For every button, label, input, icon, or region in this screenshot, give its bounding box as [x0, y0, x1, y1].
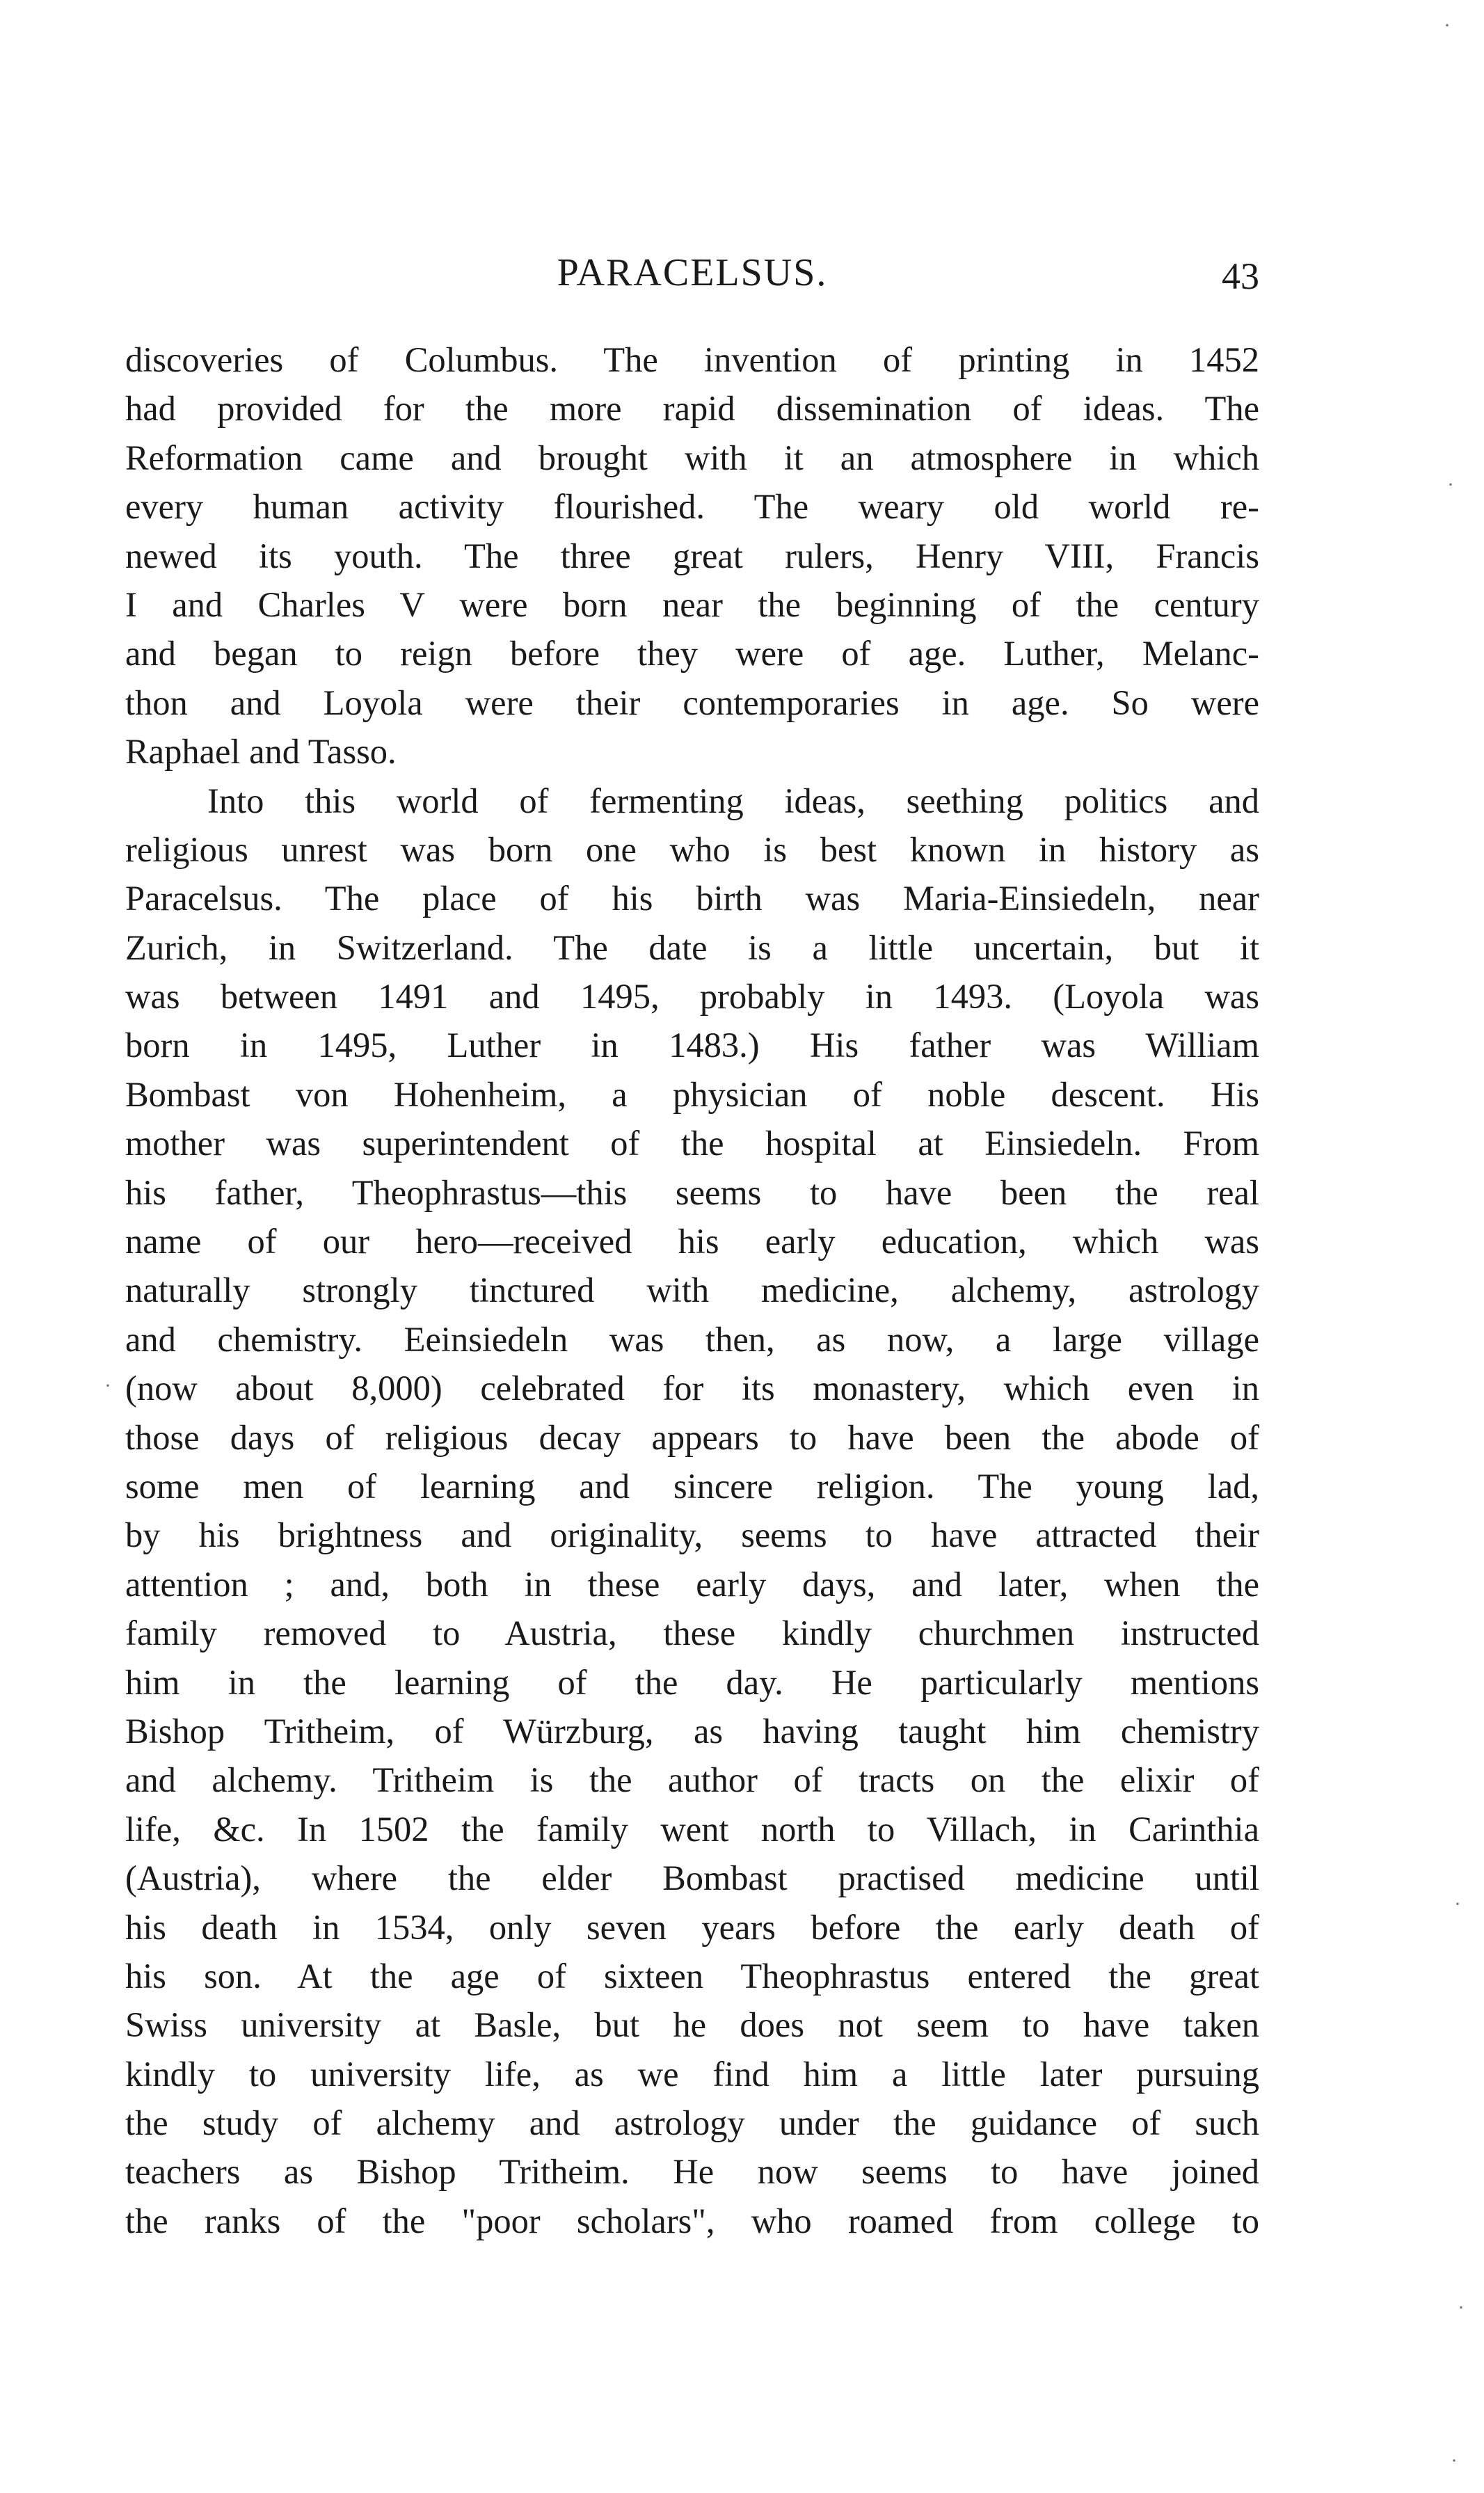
scan-speck: ·: [104, 1374, 111, 1397]
text-line: teachers as Bishop Tritheim. He now seems to have joined: [125, 2152, 1259, 2192]
scan-speck: ·: [1444, 14, 1451, 37]
text-line: had provided for the more rapid dissemination of ideas. The: [125, 389, 1259, 429]
text-line: every human activity flourished. The weary old world re-: [125, 487, 1259, 527]
text-line: the study of alchemy and astrology under the guidance of such: [125, 2103, 1259, 2143]
text-line: some men of learning and sincere religion. The young lad,: [125, 1466, 1259, 1506]
text-line: his father, Theophrastus—this seems to have been the real: [125, 1172, 1259, 1212]
text-line: the ranks of the "poor scholars", who roamed from college to: [125, 2201, 1259, 2240]
text-line: was between 1491 and 1495, probably in 1493. (Loyola was: [125, 977, 1259, 1017]
text-line: I and Charles V were born near the beginning of the century: [125, 584, 1259, 624]
text-line: born in 1495, Luther in 1483.) His father was William: [125, 1026, 1259, 1065]
text-line: Bombast von Hohenheim, a physician of noble descent. His: [125, 1074, 1259, 1114]
text-line: by his brightness and originality, seems to have attracted their: [125, 1515, 1259, 1555]
text-line: attention ; and, both in these early days, and later, when the: [125, 1564, 1259, 1604]
text-line: Raphael and Tasso.: [125, 732, 397, 772]
scan-speck: ·: [1447, 473, 1454, 496]
text-line: (Austria), where the elder Bombast practised medicine until: [125, 1858, 1259, 1898]
scan-speck: ·: [1458, 2296, 1465, 2319]
text-line: his son. At the age of sixteen Theophrastus entered the great: [125, 1956, 1259, 1996]
text-line: family removed to Austria, these kindly churchmen instructed: [125, 1614, 1259, 1653]
running-title: PARACELSUS.: [557, 251, 828, 294]
scan-speck: ·: [1454, 1893, 1461, 1915]
text-line: and began to reign before they were of age. Luther, Melanc-: [125, 634, 1259, 674]
text-line: Paracelsus. The place of his birth was Maria-Einsiedeln, near: [125, 879, 1259, 918]
body-text: [125, 335, 1259, 2245]
text-line: and alchemy. Tritheim is the author of tracts on the elixir of: [125, 1760, 1259, 1800]
text-line: religious unrest was born one who is best known in history as: [125, 829, 1259, 869]
text-line: name of our hero—received his early education, which was: [125, 1222, 1259, 1261]
text-line: those days of religious decay appears to have been the abode of: [125, 1417, 1259, 1457]
text-line: Bishop Tritheim, of Würzburg, as having taught him chemistry: [125, 1711, 1259, 1751]
text-line: life, &c. In 1502 the family went north to Villach, in Carinthia: [125, 1809, 1259, 1849]
text-line: his death in 1534, only seven years before the early death of: [125, 1907, 1259, 1947]
running-head: [125, 250, 1259, 299]
text-line: Zurich, in Switzerland. The date is a little uncertain, but it: [125, 927, 1259, 967]
text-line: Swiss university at Basle, but he does not seem to have taken: [125, 2005, 1259, 2045]
text-line: Into this world of fermenting ideas, seething politics and: [207, 781, 1259, 820]
text-line: him in the learning of the day. He particularly mentions: [125, 1662, 1259, 1702]
text-line: discoveries of Columbus. The invention of printing in 1452: [125, 340, 1259, 379]
page-number: 43: [1222, 255, 1259, 297]
text-line: kindly to university life, as we find him a little later pursuing: [125, 2054, 1259, 2094]
text-line: newed its youth. The three great rulers, Henry VIII, Francis: [125, 536, 1259, 575]
scan-speck: ·: [1451, 2449, 1458, 2472]
text-line: mother was superintendent of the hospital at Einsiedeln. From: [125, 1124, 1259, 1163]
text-line: and chemistry. Eeinsiedeln was then, as now, a large village: [125, 1319, 1259, 1359]
text-line: (now about 8,000) celebrated for its monastery, which even in: [125, 1369, 1259, 1408]
text-line: Reformation came and brought with it an atmosphere in which: [125, 438, 1259, 477]
text-line: thon and Loyola were their contemporaries in age. So were: [125, 683, 1259, 722]
text-line: naturally strongly tinctured with medicine, alchemy, astrology: [125, 1271, 1259, 1310]
